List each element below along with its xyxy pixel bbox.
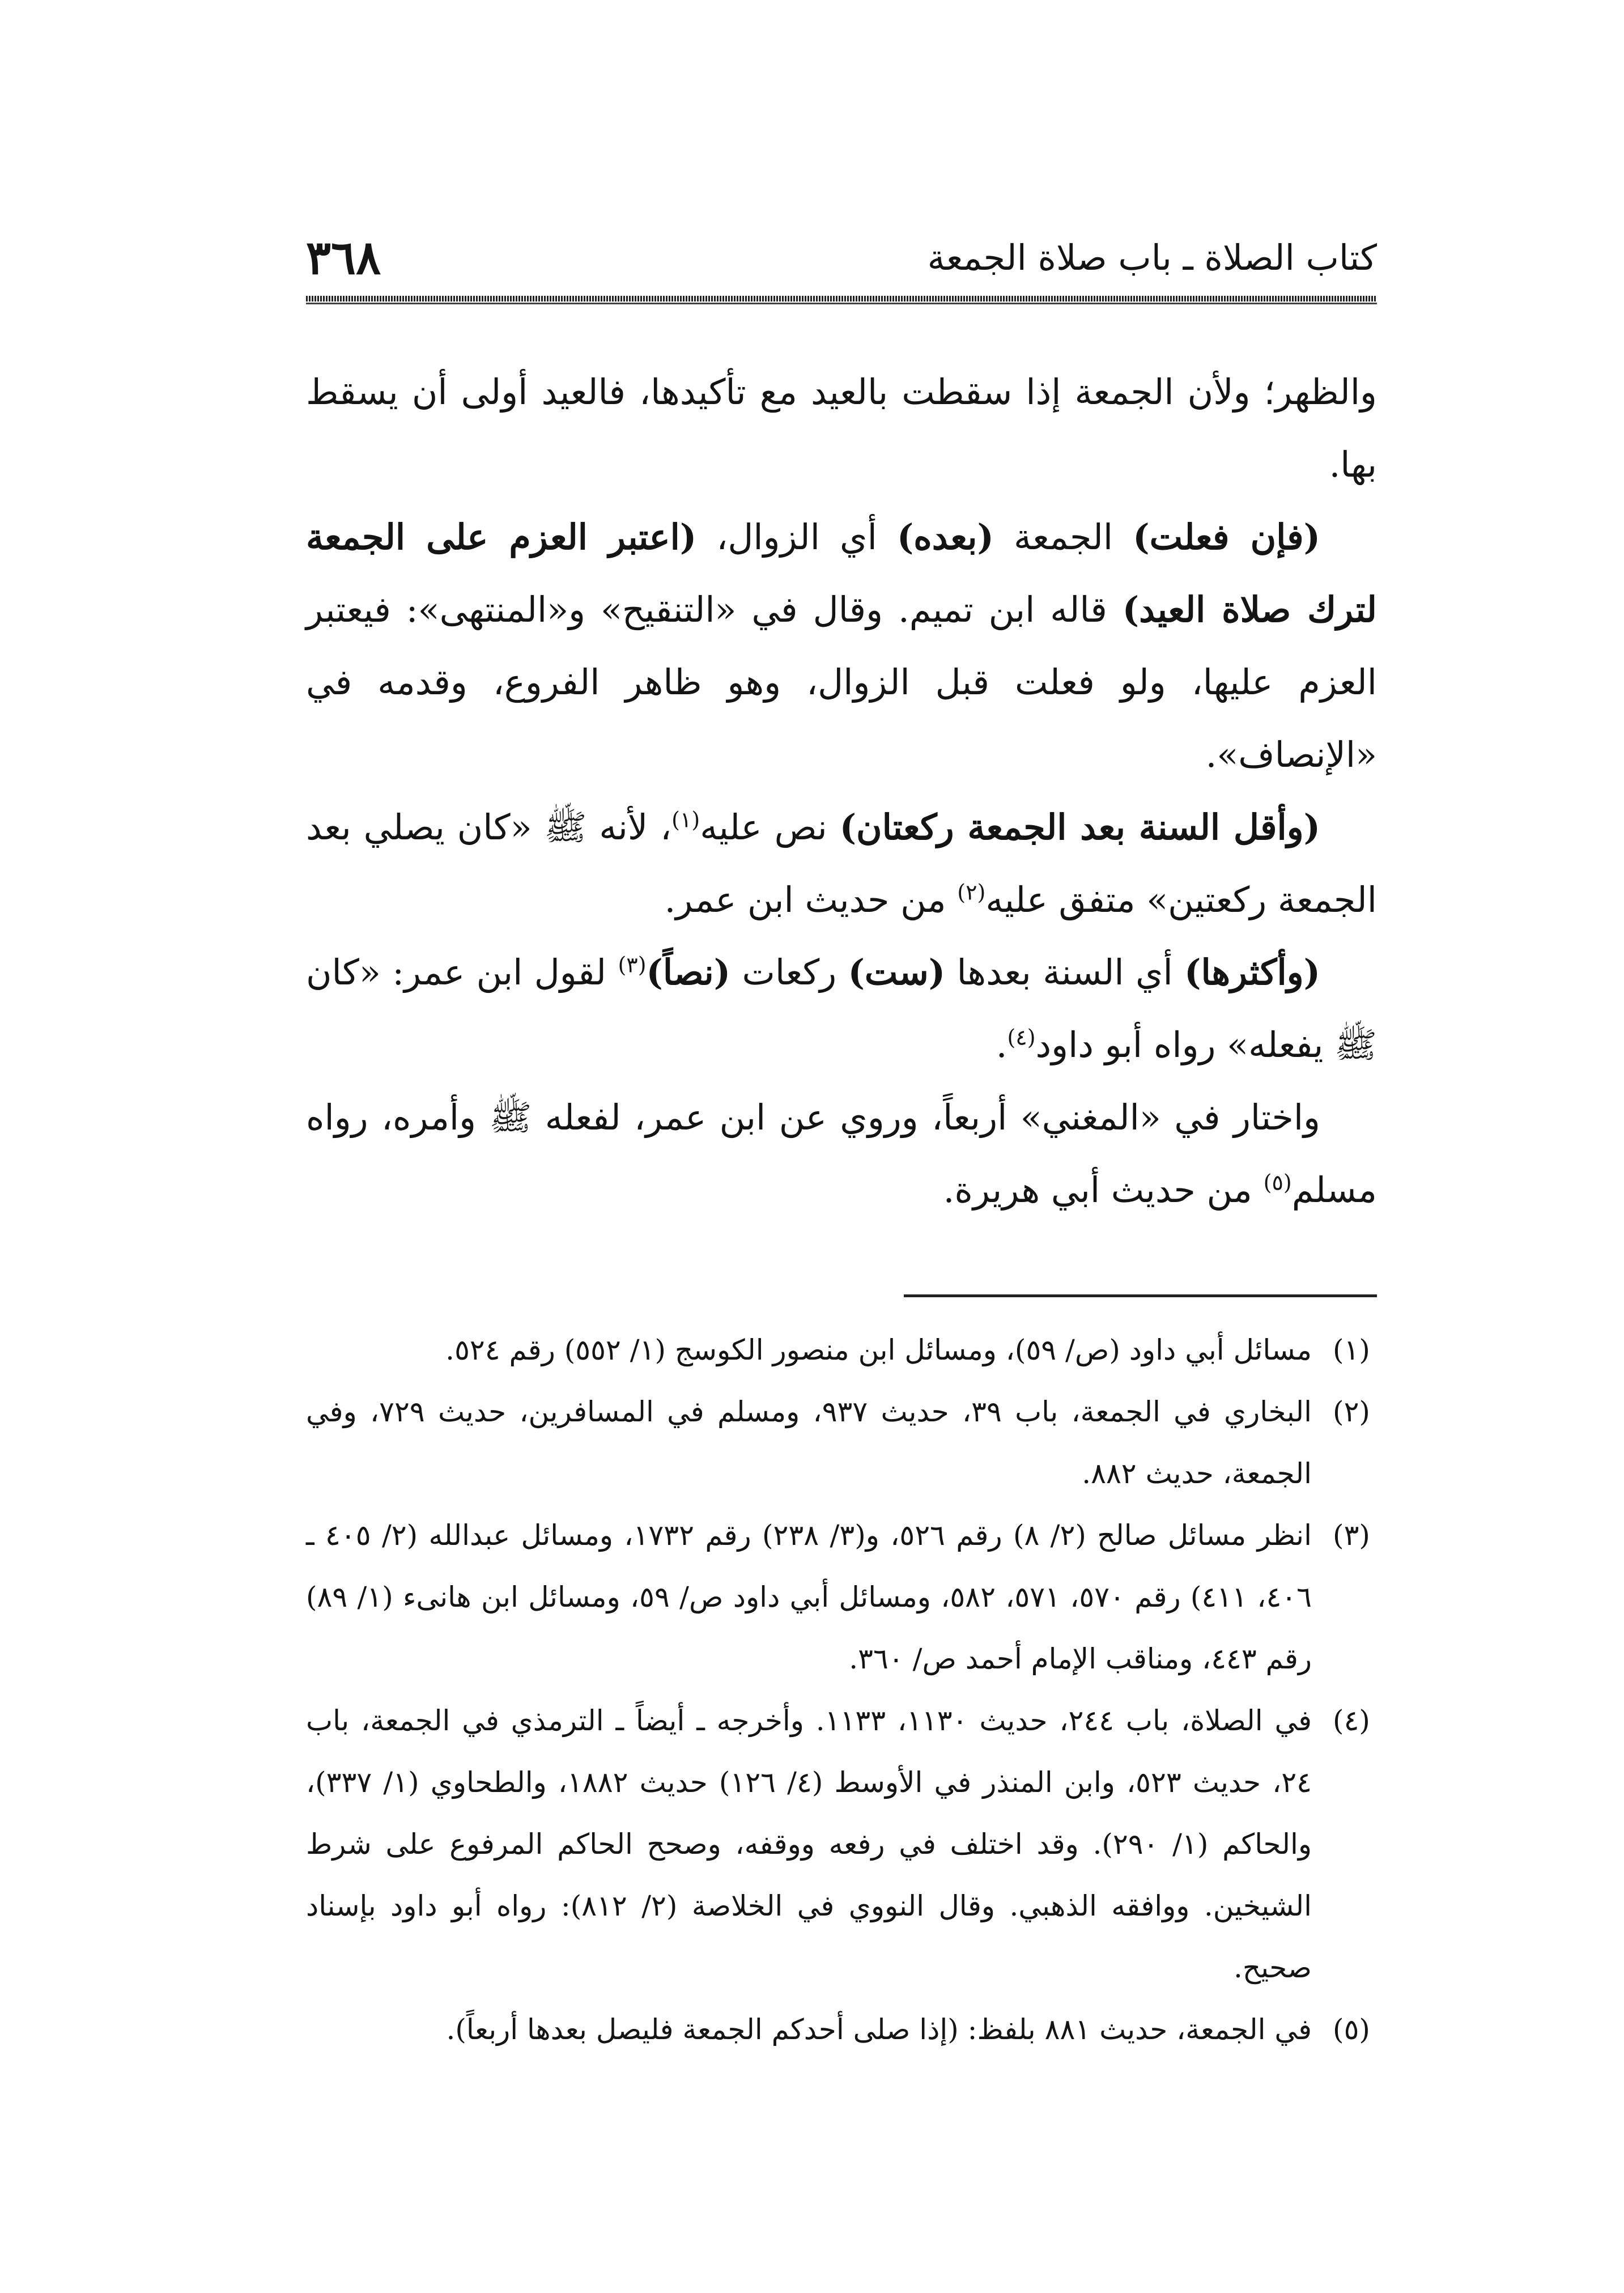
matn-phrase: (ست): [848, 952, 946, 993]
footnote-item: [306, 1690, 1377, 1999]
chapter-title: كتاب الصلاة ـ باب صلاة الجمعة: [927, 237, 1377, 278]
running-header: [306, 227, 1377, 289]
commentary-text: من حديث ابن عمر.: [664, 879, 958, 920]
matn-phrase: (وأكثرها): [1184, 952, 1320, 993]
footnote-item: [306, 1505, 1377, 1690]
footnote-number: (٣): [1333, 1519, 1370, 1552]
footnote-text: في الجمعة، حديث ٨٨١ بلفظ: (إذا صلى أحدكم الجمعة فليصل بعدها أربعاً).: [446, 2013, 1312, 2046]
footnote-ref[interactable]: (٣): [618, 952, 647, 978]
footnote-number: (٢): [1333, 1395, 1370, 1428]
commentary-text: أي الزوال،: [696, 516, 897, 558]
commentary-text: الجمعة: [993, 516, 1133, 558]
footnote-number: (١): [1333, 1334, 1370, 1366]
footnote-item: [306, 1999, 1377, 2061]
header-ornamental-rule: [306, 296, 1377, 302]
footnote-text: في الصلاة، باب ٢٤٤، حديث ١١٣٠، ١١٣٣. وأخرجه ـ أيضاً ـ الترمذي في الجمعة، باب ٢٤، حديث ٥٢٣، وابن المنذر في الأوسط (٤/ ١٢٦) حديث ١٨٨٢، والطحاوي (١/ ٣٣٧)، والحاكم (١/ ٢٩٠). وقد اختلف في رفعه ووقفه، وصحح الحاكم المرفوع على شرط الشيخين. ووافقه الذهبي. وقال النووي في الخلاصة (٢/ ٨١٢): رواه أبو داود بإسناد صحيح.: [306, 1704, 1312, 1984]
commentary-text: من حديث أبي هريرة.: [943, 1169, 1264, 1211]
footnote-ref[interactable]: (٤): [1007, 1025, 1036, 1050]
commentary-text: نص عليه: [700, 806, 840, 848]
matn-phrase: (اعتبر العزم على الجمعة لترك صلاة العيد): [306, 516, 1377, 630]
paragraph-1: والظهر؛ ولأن الجمعة إذا سقطت بالعيد مع تأكيدها، فالعيد أولى أن يسقط بها.: [306, 371, 1377, 485]
commentary-text: أي السنة بعدها: [945, 952, 1185, 993]
matn-phrase: (بعده): [896, 516, 994, 558]
footnote-ref[interactable]: (١): [671, 807, 700, 833]
paragraph-2: [306, 501, 1377, 791]
commentary-text: واختار في «المغني» أربعاً، وروي عن ابن عمر، لفعله ﷺ وأمره، رواه مسلم: [306, 1097, 1377, 1211]
footnote-item: [306, 1319, 1377, 1381]
footnotes: [306, 1319, 1377, 2061]
matn-phrase: (نصاً): [646, 952, 731, 993]
footnote-text: البخاري في الجمعة، باب ٣٩، حديث ٩٣٧، ومسلم في المسافرين، حديث ٧٢٩، وفي الجمعة، حديث ٨٨٢.: [306, 1395, 1312, 1490]
footnote-number: (٤): [1333, 1704, 1370, 1737]
footnote-separator: [904, 1294, 1377, 1297]
commentary-text: لقول ابن عمر: «كان ﷺ يفعله» رواه أبو داود: [306, 952, 1377, 1065]
paragraph-5: [306, 1081, 1377, 1226]
footnote-ref[interactable]: (٢): [957, 880, 986, 905]
footnote-item: [306, 1381, 1377, 1505]
footnote-text: مسائل أبي داود (ص/ ٥٩)، ومسائل ابن منصور الكوسج (١/ ٥٥٢) رقم ٥٢٤.: [445, 1334, 1312, 1366]
commentary-text: ، لأنه ﷺ «كان يصلي بعد الجمعة ركعتين» متفق عليه: [306, 806, 1377, 920]
footnote-ref[interactable]: (٥): [1263, 1170, 1292, 1195]
footnote-number: (٥): [1333, 2013, 1370, 2046]
paragraph-4: [306, 936, 1377, 1081]
footnote-text: انظر مسائل صالح (٢/ ٨) رقم ٥٢٦، و(٣/ ٢٣٨) رقم ١٧٣٢، ومسائل عبدالله (٢/ ٤٠٥ ـ ٤٠٦، ٤١١) رقم ٥٧٠، ٥٧١، ٥٨٢، ومسائل أبي داود ص/ ٥٩، ومسائل ابن هانىء (١/ ٨٩) رقم ٤٤٣، ومناقب الإمام أحمد ص/ ٣٦٠.: [306, 1519, 1312, 1675]
commentary-text: قاله ابن تميم. وقال في «التنقيح» و«المنتهى»: فيعتبر العزم عليها، ولو فعلت قبل الزوال، وهو ظاهر الفروع، وقدمه في «الإنصاف».: [306, 589, 1377, 775]
paragraph-3: [306, 791, 1377, 936]
commentary-text: ركعات: [730, 952, 848, 993]
matn-phrase: (فإن فعلت): [1133, 516, 1320, 558]
matn-phrase: (وأقل السنة بعد الجمعة ركعتان): [839, 806, 1321, 848]
page-number: ٣٦٨: [306, 231, 381, 285]
header-divider: [306, 303, 1377, 304]
commentary-text: .: [996, 1024, 1007, 1065]
main-text: [306, 356, 1377, 1226]
